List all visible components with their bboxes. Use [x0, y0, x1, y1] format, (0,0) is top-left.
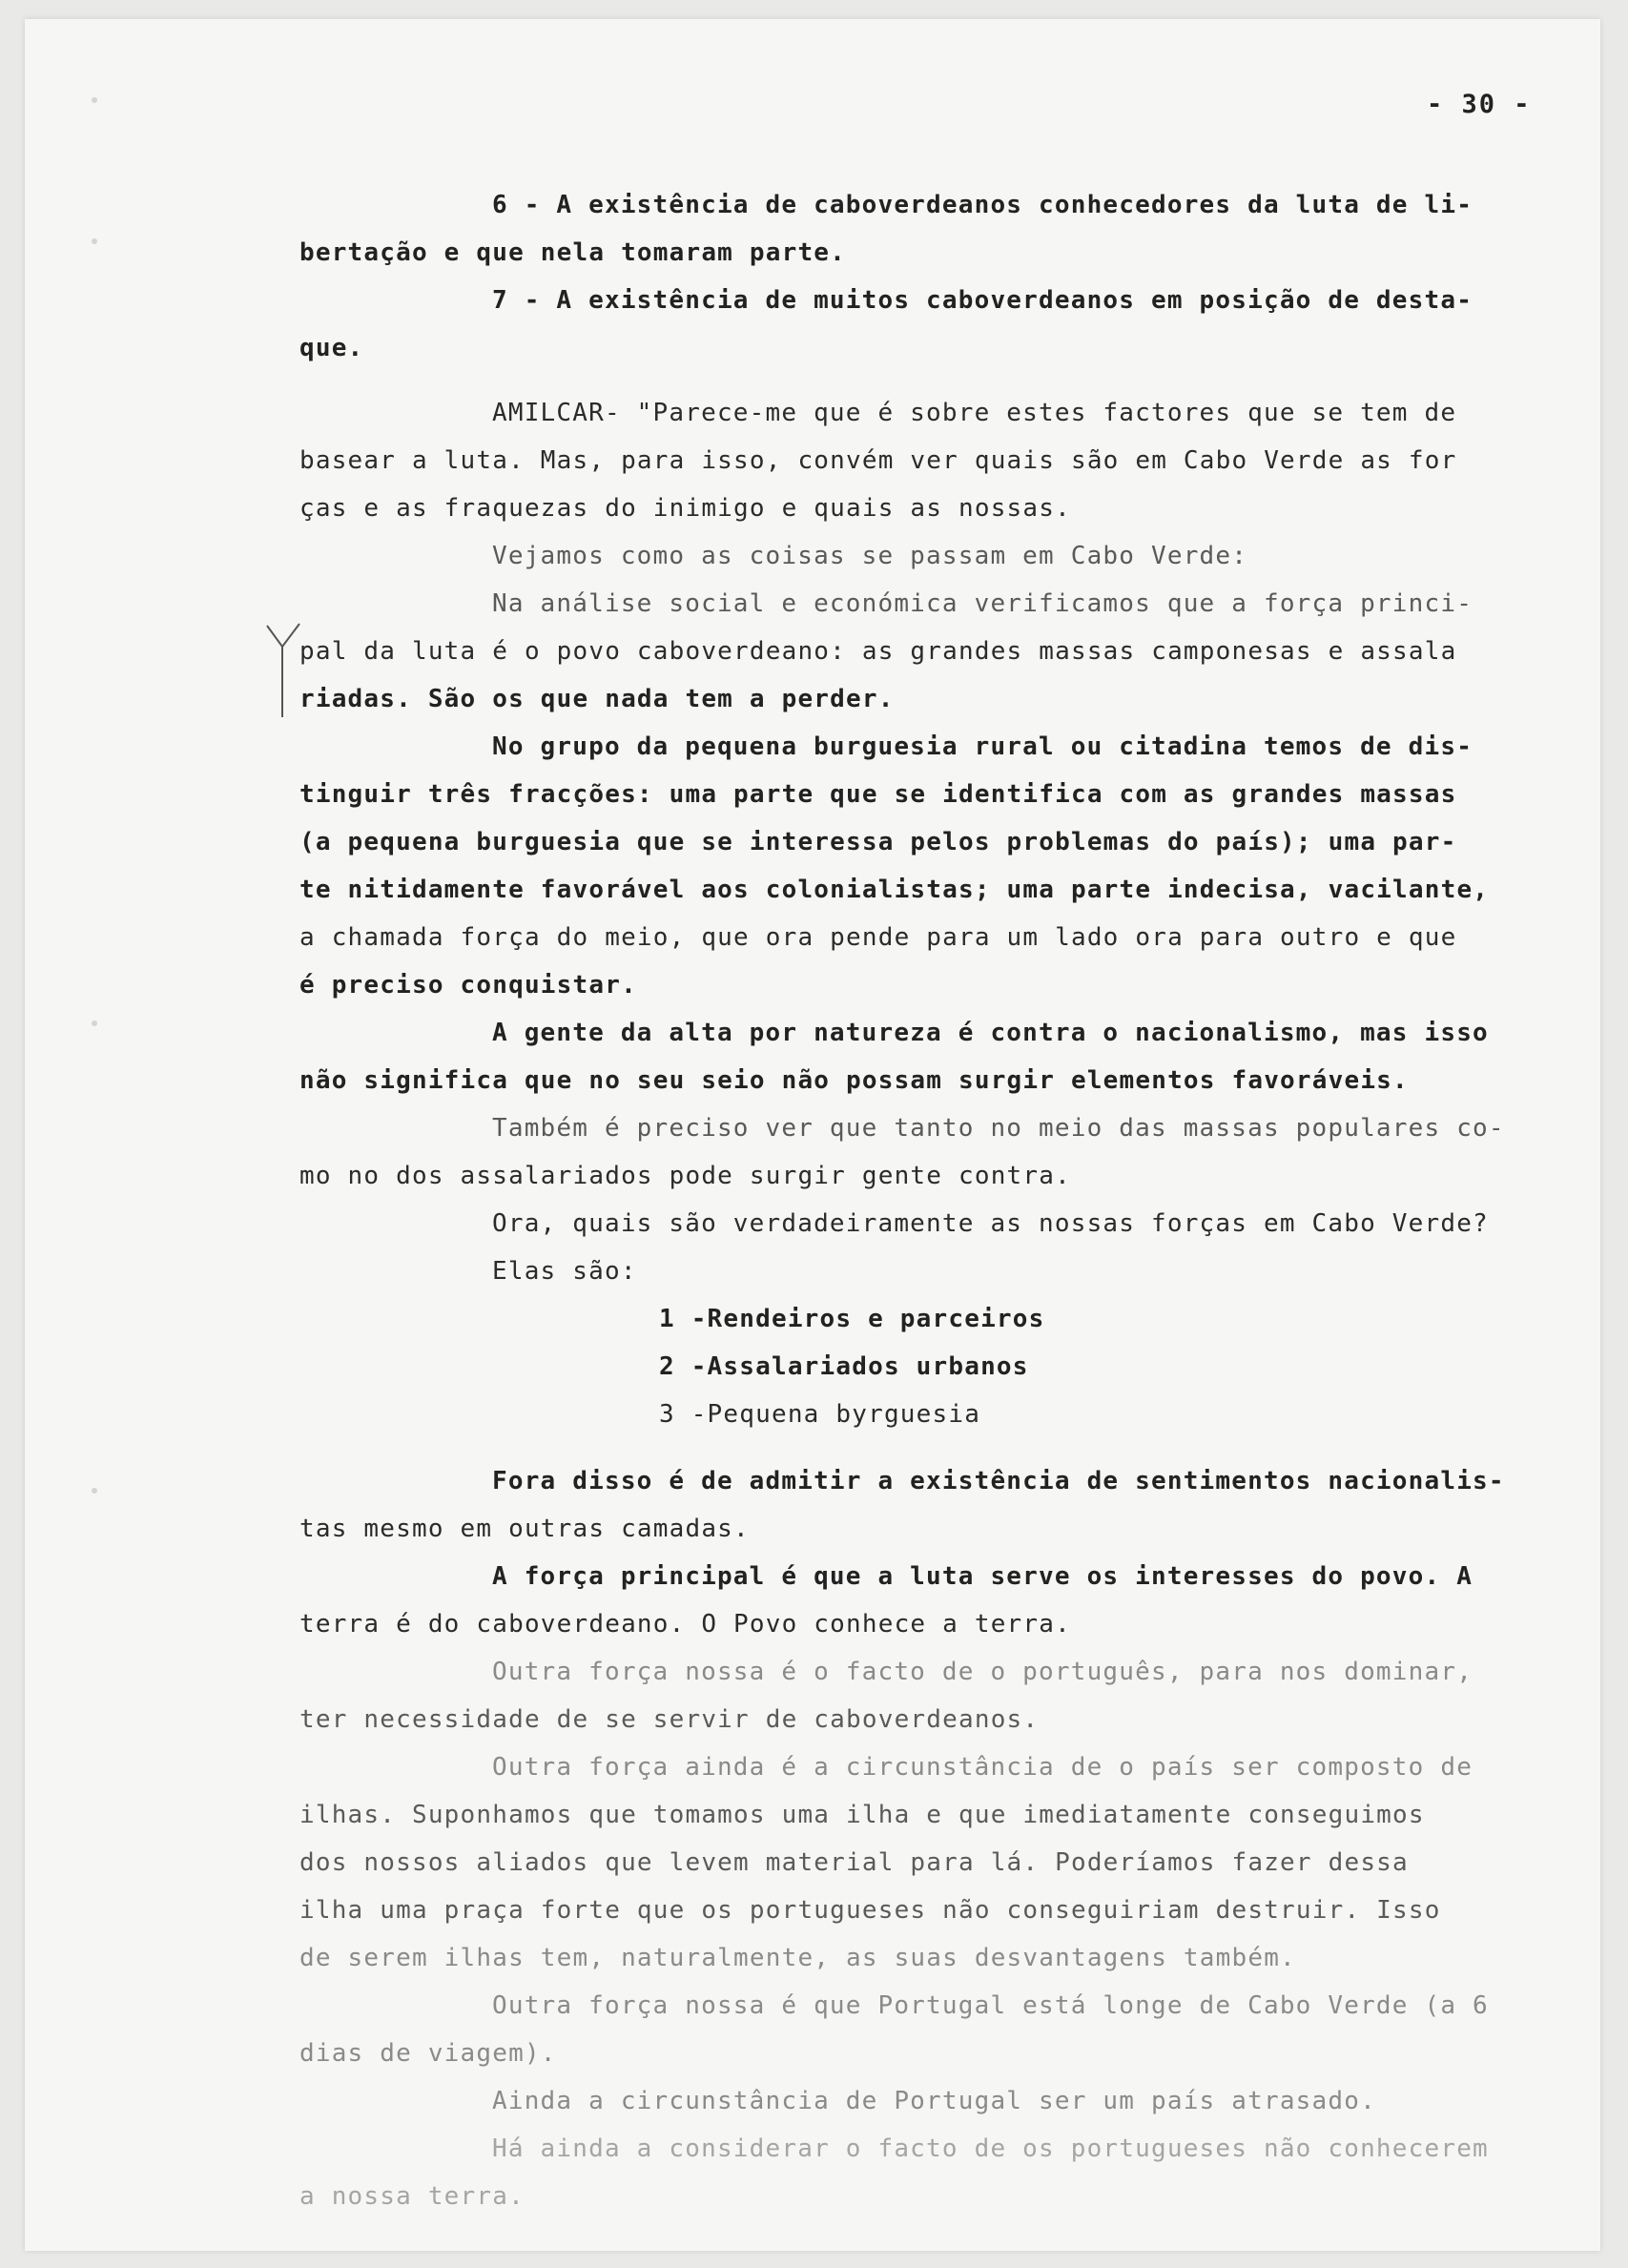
text-line: a nossa terra. — [299, 2182, 525, 2211]
text-line: mo no dos assalariados pode surgir gente contra. — [299, 1162, 1071, 1190]
text-line: ilhas. Suponhamos que tomamos uma ilha e que imediatamente conseguimos — [299, 1801, 1425, 1829]
text-line: A força principal é que a luta serve os interesses do povo. A — [492, 1562, 1473, 1591]
text-line: dos nossos aliados que levem material para lá. Poderíamos fazer dessa — [299, 1848, 1409, 1877]
text-line: que. — [299, 334, 364, 362]
text-line: terra é do caboverdeano. O Povo conhece a terra. — [299, 1610, 1071, 1639]
text-line: Ainda a circunstância de Portugal ser um país atrasado. — [492, 2087, 1376, 2115]
text-line: Também é preciso ver que tanto no meio das massas populares co- — [492, 1114, 1505, 1143]
punch-hole — [92, 97, 97, 103]
list-item: 3 -Pequena byrguesia — [659, 1400, 981, 1429]
text-line: ilha uma praça forte que os portugueses não conseguiriam destruir. Isso — [299, 1896, 1441, 1925]
text-line: Na análise social e económica verificamos que a força princi- — [492, 589, 1473, 618]
text-line: é preciso conquistar. — [299, 971, 637, 1000]
text-line: Vejamos como as coisas se passam em Cabo Verde: — [492, 542, 1248, 570]
page-number: - 30 - — [1427, 90, 1532, 119]
text-line: dias de viagem). — [299, 2039, 557, 2068]
text-line: A gente da alta por natureza é contra o nacionalismo, mas isso — [492, 1019, 1489, 1047]
text-line: 6 - A existência de caboverdeanos conhecedores da luta de li- — [492, 191, 1473, 219]
text-line: tas mesmo em outras camadas. — [299, 1515, 750, 1543]
text-line: ter necessidade de se servir de caboverdeanos. — [299, 1705, 1040, 1734]
text-line: Ora, quais são verdadeiramente as nossas forças em Cabo Verde? — [492, 1209, 1489, 1238]
text-line: Fora disso é de admitir a existência de sentimentos nacionalis- — [492, 1467, 1505, 1495]
text-line: No grupo da pequena burguesia rural ou citadina temos de dis- — [492, 732, 1473, 761]
text-line: (a pequena burguesia que se interessa pelos problemas do país); uma par- — [299, 828, 1457, 856]
text-line: a chamada força do meio, que ora pende para um lado ora para outro e que — [299, 923, 1457, 952]
text-line: Outra força nossa é que Portugal está longe de Cabo Verde (a 6 — [492, 1991, 1489, 2020]
text-line: bertação e que nela tomaram parte. — [299, 238, 847, 267]
text-line: 7 - A existência de muitos caboverdeanos em posição de desta- — [492, 286, 1473, 315]
text-line: tinguir três fracções: uma parte que se identifica com as grandes massas — [299, 780, 1457, 809]
text-line: pal da luta é o povo caboverdeano: as grandes massas camponesas e assala — [299, 637, 1457, 666]
list-item: 2 -Assalariados urbanos — [659, 1352, 1029, 1381]
text-line: Outra força ainda é a circunstância de o país ser composto de — [492, 1753, 1473, 1782]
punch-hole — [92, 1021, 97, 1026]
text-line: te nitidamente favorável aos colonialistas; uma parte indecisa, vacilante, — [299, 876, 1490, 904]
text-line: não significa que no seu seio não possam surgir elementos favoráveis. — [299, 1066, 1409, 1095]
text-line: AMILCAR- "Parece-me que é sobre estes factores que se tem de — [492, 399, 1457, 427]
punch-hole — [92, 1488, 97, 1494]
text-line: riadas. São os que nada tem a perder. — [299, 685, 895, 713]
text-line: de serem ilhas tem, naturalmente, as suas desvantagens também. — [299, 1944, 1296, 1972]
text-line: Outra força nossa é o facto de o português, para nos dominar, — [492, 1658, 1473, 1686]
text-line: Há ainda a considerar o facto de os portugueses não conhecerem — [492, 2134, 1489, 2163]
text-line: ças e as fraquezas do inimigo e quais as nossas. — [299, 494, 1071, 523]
text-line: basear a luta. Mas, para isso, convém ver quais são em Cabo Verde as for — [299, 446, 1457, 475]
document-page — [25, 19, 1600, 2251]
list-item: 1 -Rendeiros e parceiros — [659, 1305, 1045, 1333]
punch-hole — [92, 238, 97, 244]
text-line: Elas são: — [492, 1257, 637, 1286]
